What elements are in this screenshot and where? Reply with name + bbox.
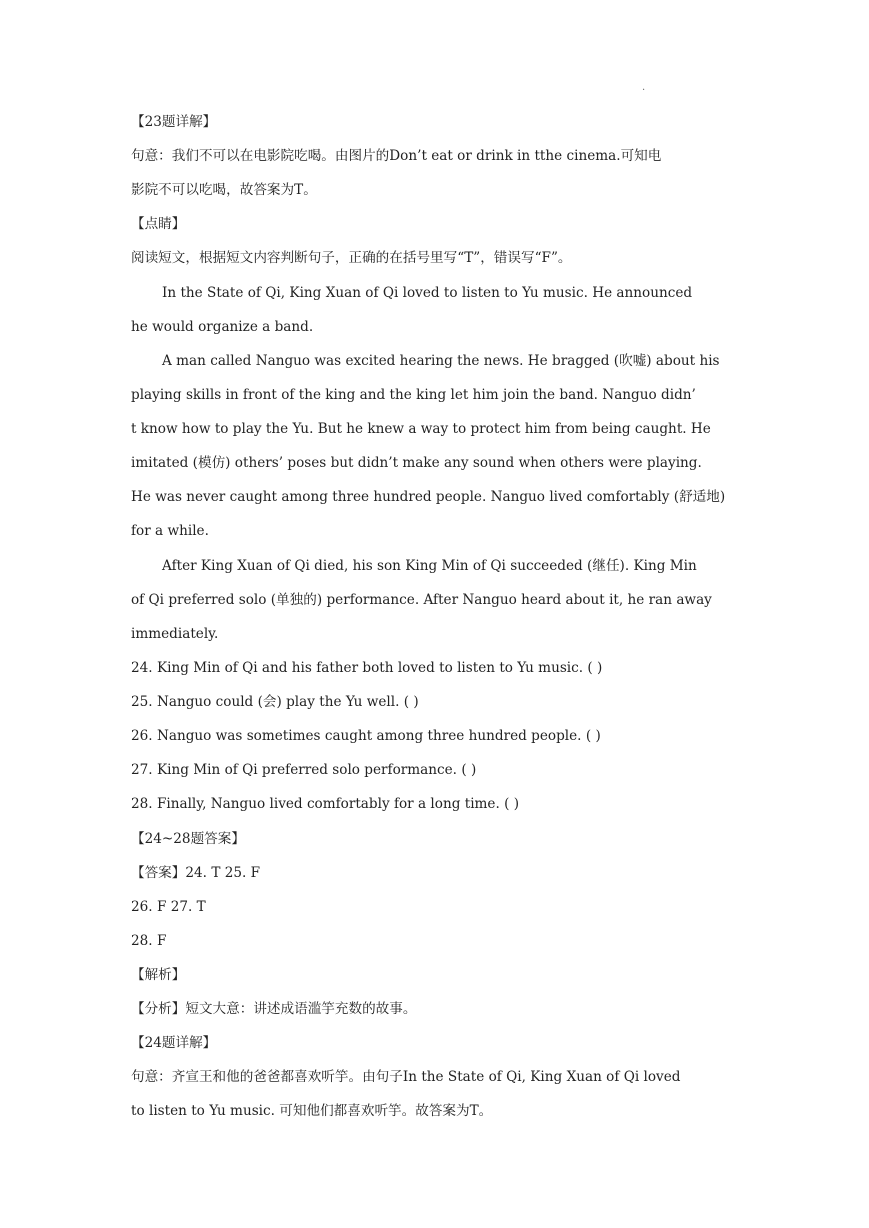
- explanation-line: 句意：齐宣王和他的爸爸都喜欢听竽。由句子In the State of Qi, King Xuan of Qi loved: [131, 1069, 681, 1085]
- passage-line: for a while.: [131, 523, 209, 539]
- question-25: 25. Nanguo could (会) play the Yu well. ( ): [131, 694, 419, 710]
- passage-line: After King Xuan of Qi died, his son King Min of Qi succeeded (继任). King Min: [162, 558, 697, 574]
- passage-line: of Qi preferred solo (单独的) performance. After Nanguo heard about it, he ran away: [131, 592, 712, 608]
- passage-line: immediately.: [131, 626, 219, 642]
- section-heading-analysis: 【解析】: [131, 967, 186, 983]
- passage-line: t know how to play the Yu. But he knew a way to protect him from being caught. He: [131, 421, 711, 437]
- section-heading-q24: 【24题详解】: [131, 1035, 217, 1051]
- question-27: 27. King Min of Qi preferred solo performance. ( ): [131, 762, 477, 778]
- question-24: 24. King Min of Qi and his father both loved to listen to Yu music. ( ): [131, 660, 603, 676]
- passage-line: imitated (模仿) others’ poses but didn’t make any sound when others were playing.: [131, 455, 702, 471]
- passage-line: In the State of Qi, King Xuan of Qi loved to listen to Yu music. He announced: [162, 285, 693, 301]
- instruction-line: 阅读短文，根据短文内容判断句子，正确的在括号里写“T”，错误写“F”。: [131, 250, 572, 266]
- passage-line: he would organize a band.: [131, 319, 314, 335]
- explanation-line: to listen to Yu music. 可知他们都喜欢听竽。故答案为T。: [131, 1103, 493, 1119]
- section-heading-answers: 【24~28题答案】: [131, 831, 245, 847]
- section-heading-q23: 【23题详解】: [131, 114, 217, 130]
- header-dot: .: [642, 82, 646, 93]
- analysis-line: 【分析】短文大意：讲述成语滥竽充数的故事。: [131, 1001, 417, 1017]
- explanation-line: 句意：我们不可以在电影院吃喝。由图片的Don’t eat or drink in tthe cinema.可知电: [131, 148, 662, 164]
- answer-line: 【答案】24. T 25. F: [131, 865, 261, 881]
- answer-line: 26. F 27. T: [131, 899, 206, 915]
- passage-line: A man called Nanguo was excited hearing the news. He bragged (吹嘘) about his: [162, 353, 720, 369]
- question-28: 28. Finally, Nanguo lived comfortably for a long time. ( ): [131, 796, 520, 812]
- passage-line: playing skills in front of the king and the king let him join the band. Nanguo didn’: [131, 387, 696, 403]
- section-heading-tip: 【点睛】: [131, 216, 186, 232]
- passage-line: He was never caught among three hundred people. Nanguo lived comfortably (舒适地): [131, 489, 726, 505]
- question-26: 26. Nanguo was sometimes caught among three hundred people. ( ): [131, 728, 601, 744]
- explanation-line: 影院不可以吃喝，故答案为T。: [131, 182, 317, 198]
- answer-line: 28. F: [131, 933, 167, 949]
